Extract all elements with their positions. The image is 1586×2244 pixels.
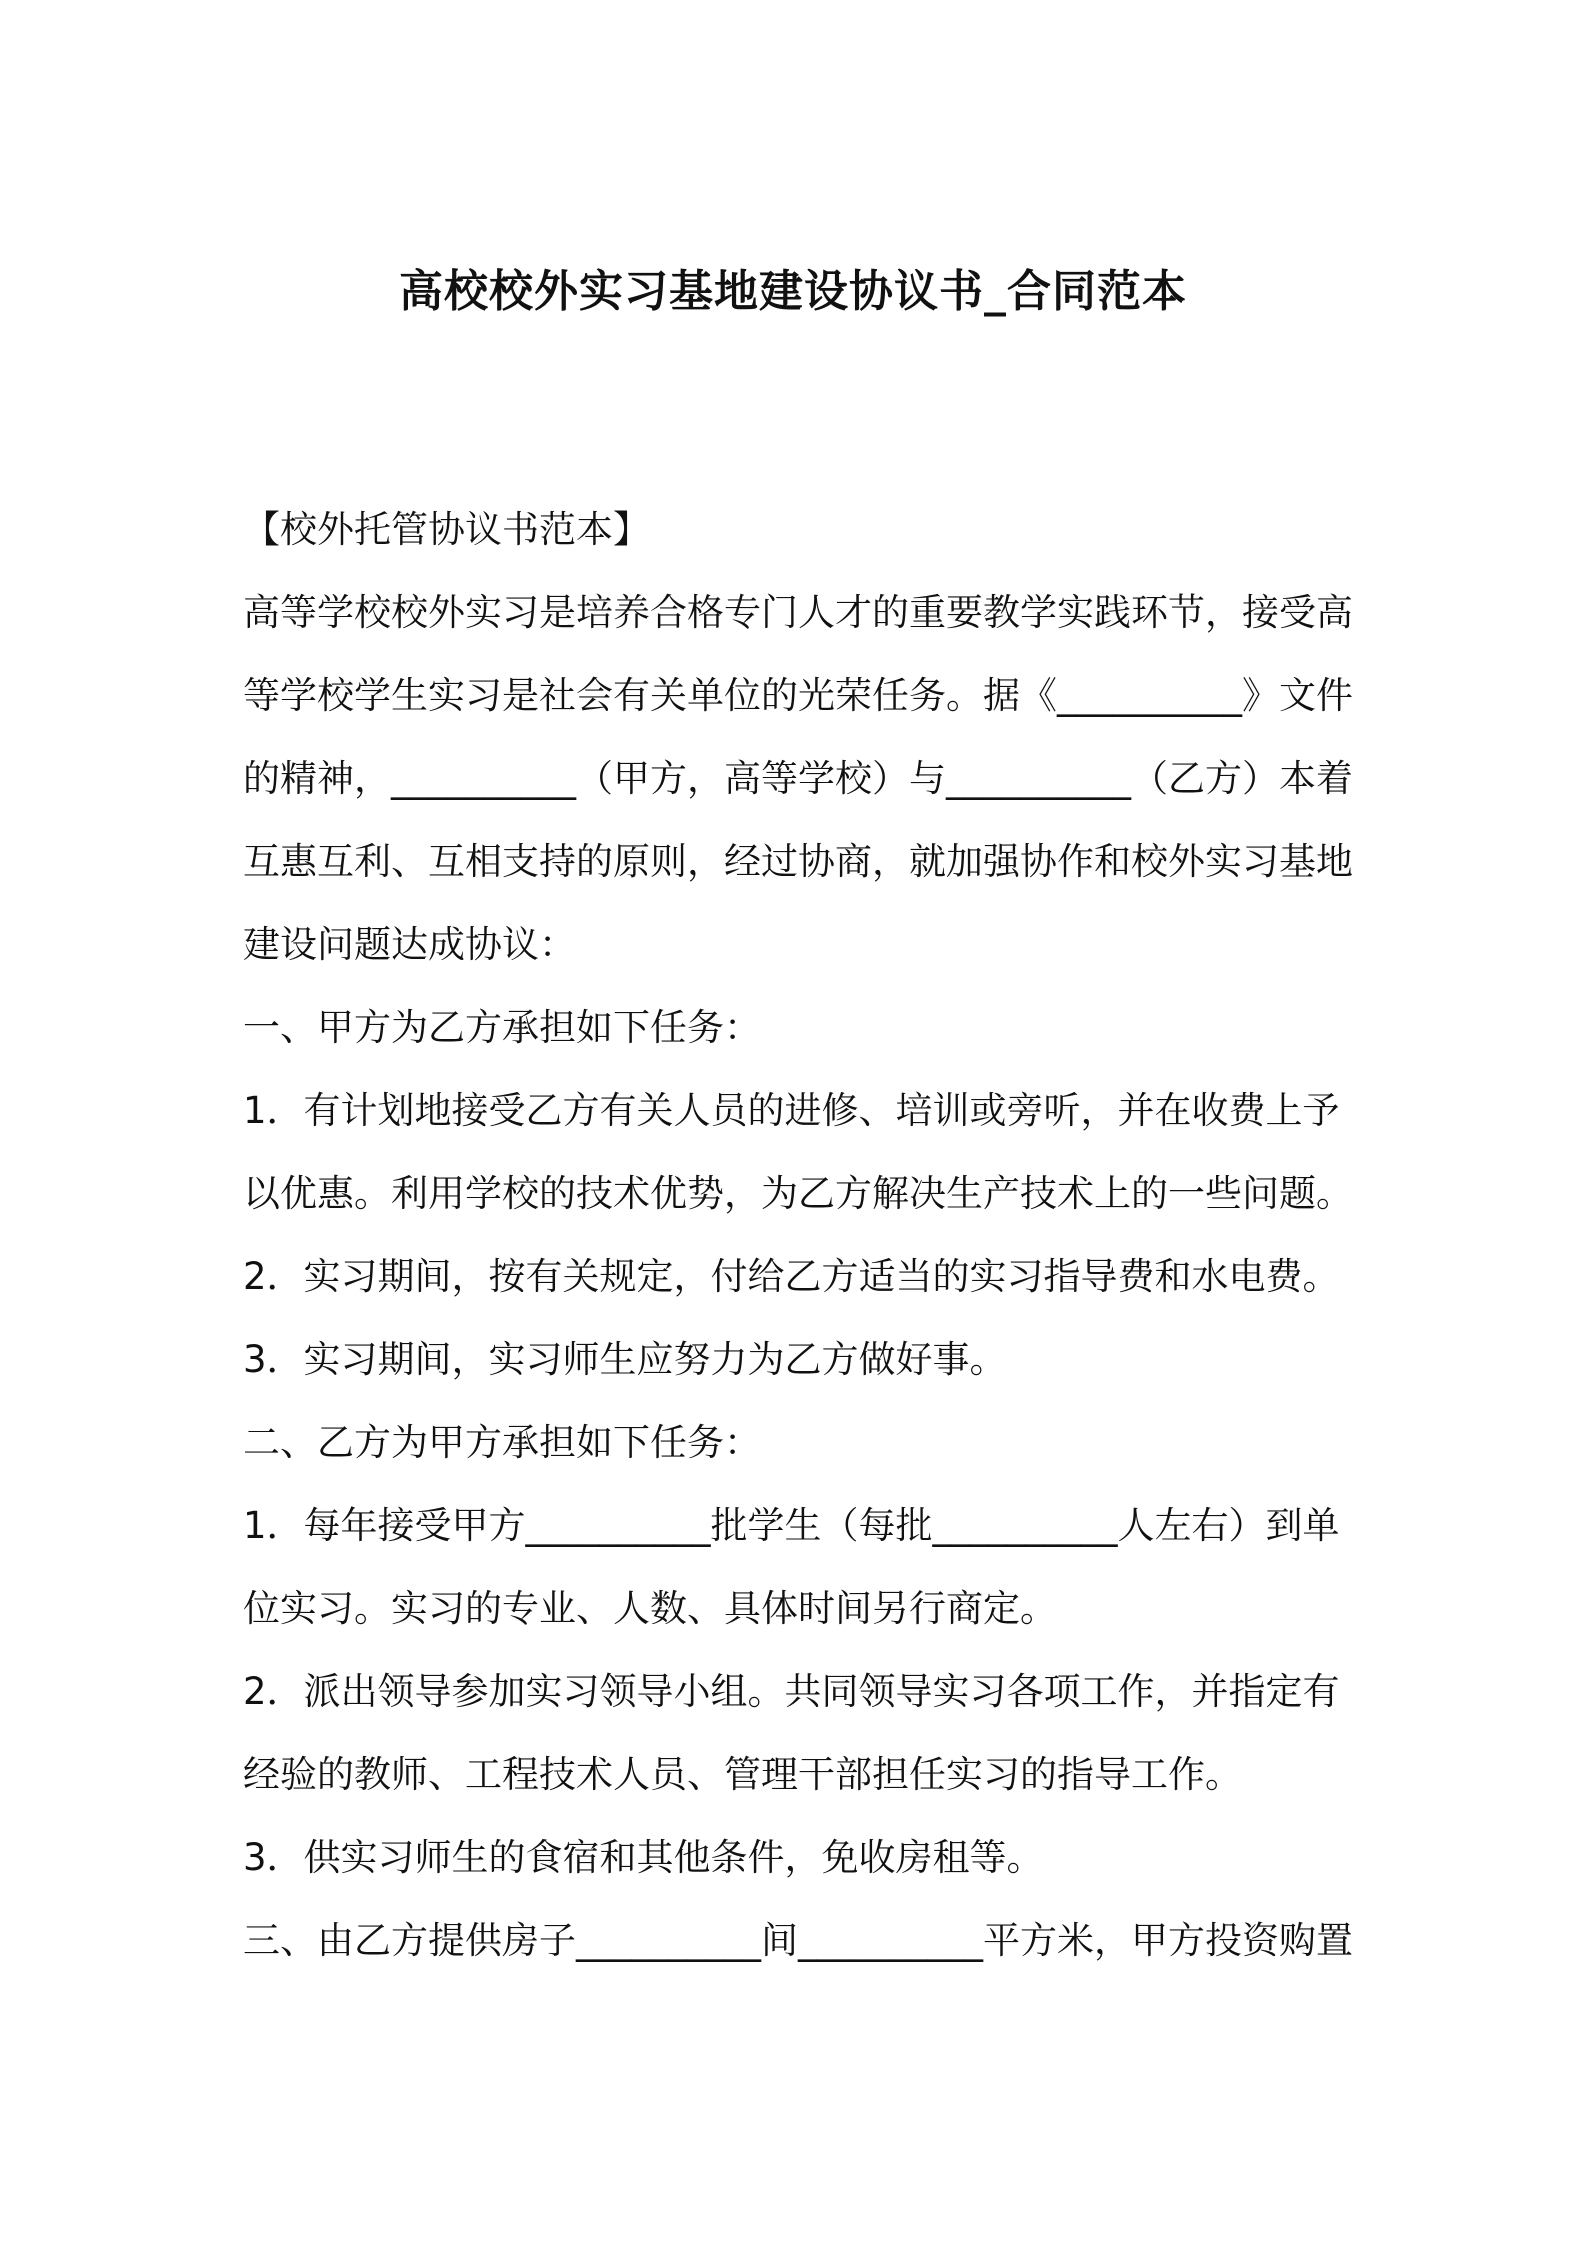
- paragraph-line: 2．派出领导参加实习领导小组。共同领导实习各项工作，并指定有: [243, 1670, 1340, 1713]
- document-body: [243, 500, 1353, 1994]
- paragraph-line: 的精神，__________（甲方，高等学校）与__________（乙方）本着: [243, 757, 1353, 800]
- paragraph-line: 2．实习期间，按有关规定，付给乙方适当的实习指导费和水电费。: [243, 1255, 1340, 1298]
- paragraph-line: 互惠互利、互相支持的原则，经过协商，就加强协作和校外实习基地: [243, 840, 1353, 883]
- paragraph-line: 以优惠。利用学校的技术优势，为乙方解决生产技术上的一些问题。: [243, 1172, 1353, 1215]
- paragraph-line: 等学校学生实习是社会有关单位的光荣任务。据《__________》文件: [243, 674, 1353, 717]
- paragraph-line: 位实习。实习的专业、人数、具体时间另行商定。: [243, 1587, 1057, 1630]
- paragraph-line: 经验的教师、工程技术人员、管理干部担任实习的指导工作。: [243, 1753, 1242, 1796]
- paragraph-line: 1．每年接受甲方__________批学生（每批__________人左右）到单: [243, 1504, 1340, 1547]
- paragraph-line: 3．实习期间，实习师生应努力为乙方做好事。: [243, 1338, 1007, 1381]
- paragraph-line: 建设问题达成协议：: [243, 923, 576, 966]
- paragraph-line: 1．有计划地接受乙方有关人员的进修、培训或旁听，并在收费上予: [243, 1089, 1340, 1132]
- paragraph-line: 3．供实习师生的食宿和其他条件，免收房租等。: [243, 1836, 1044, 1879]
- document-title: 高校校外实习基地建设协议书_合同范本: [399, 266, 1187, 317]
- clause-heading: 一、甲方为乙方承担如下任务：: [243, 1006, 761, 1049]
- clause-heading: 三、由乙方提供房子__________间__________平方米，甲方投资购置: [243, 1919, 1353, 1962]
- paragraph-line: 高等学校校外实习是培养合格专门人才的重要教学实践环节，接受高: [243, 591, 1353, 634]
- section-heading: 【校外托管协议书范本】: [243, 508, 650, 551]
- clause-heading: 二、乙方为甲方承担如下任务：: [243, 1421, 761, 1464]
